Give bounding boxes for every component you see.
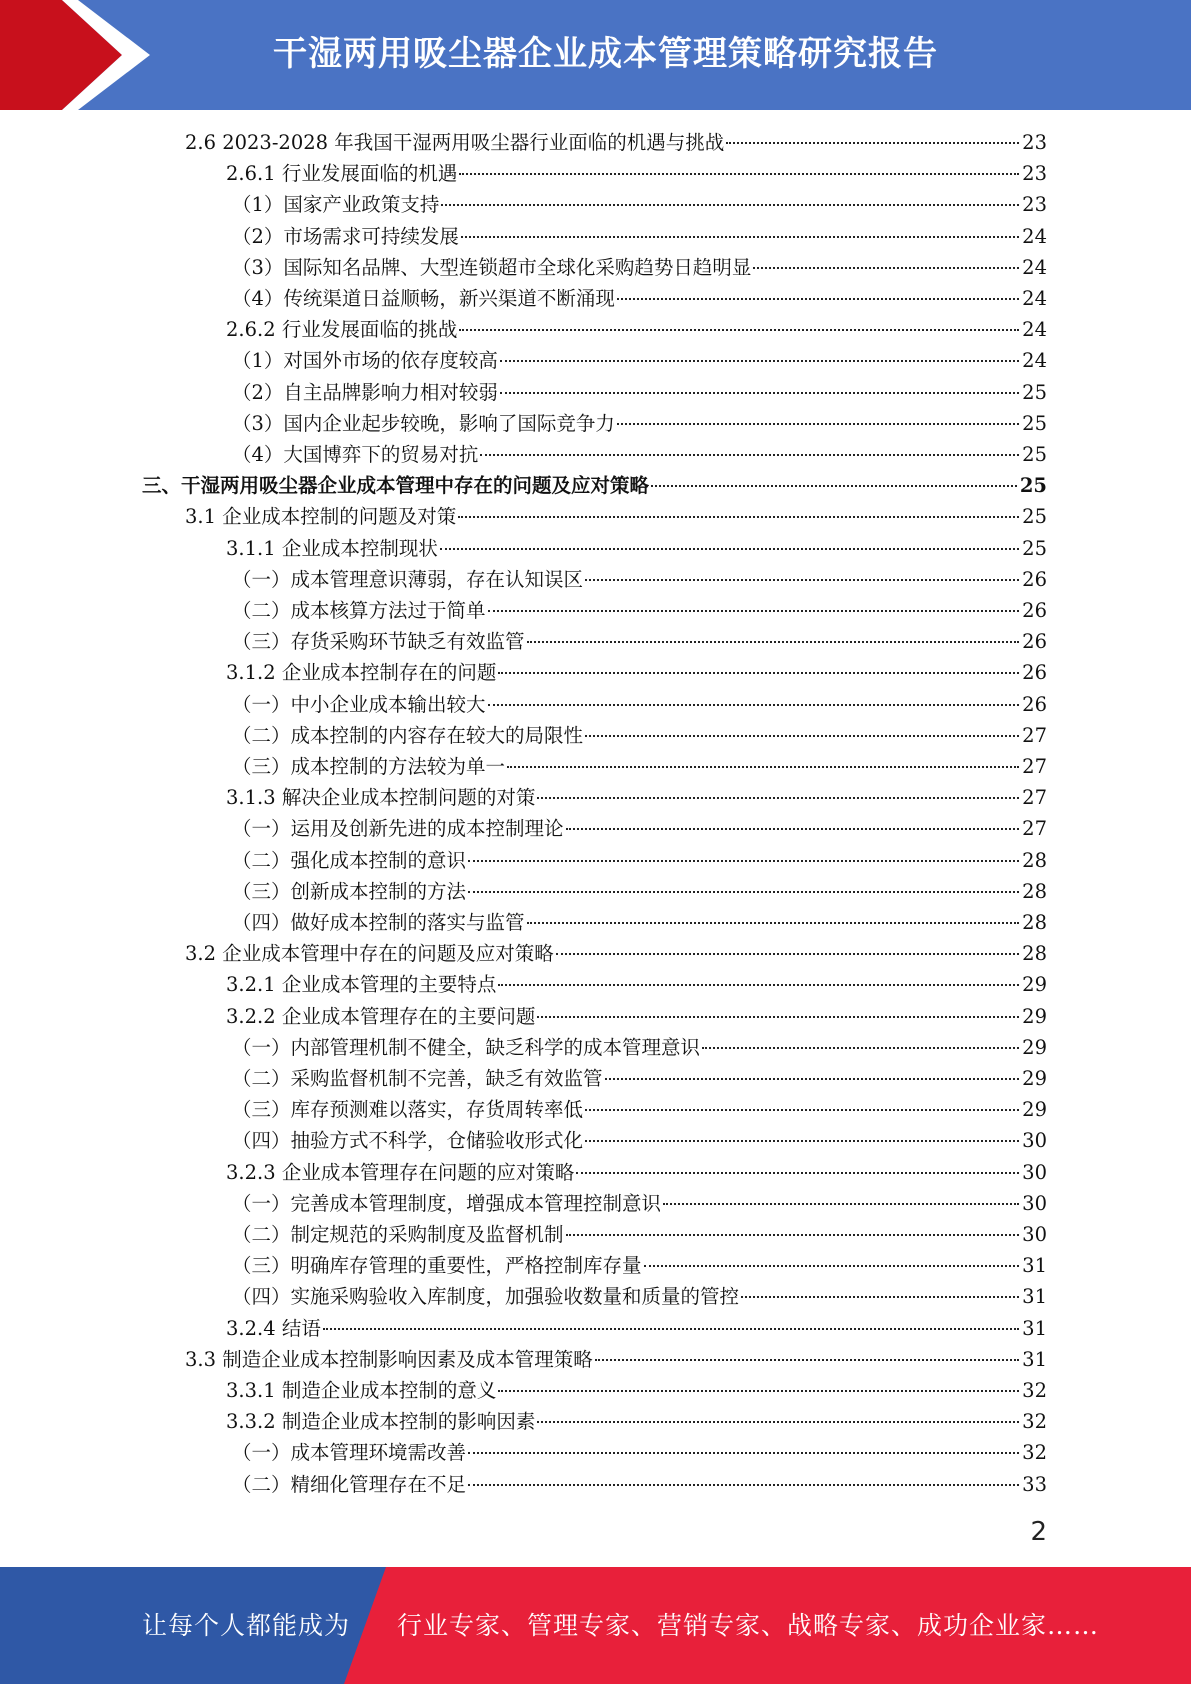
toc-entry-page: 31 (1022, 1347, 1047, 1371)
toc-entry[interactable] (232, 1250, 1047, 1281)
toc-entry-title: （2）自主品牌影响力相对较弱 (232, 380, 498, 404)
toc-entry-title: 3.2 企业成本管理中存在的问题及应对策略 (185, 942, 554, 966)
toc-entry-page: 26 (1022, 630, 1047, 654)
toc-dot-leader (566, 1234, 1020, 1236)
toc-entry-title: 3.3 制造企业成本控制影响因素及成本管理策略 (185, 1347, 593, 1371)
toc-entry-page: 29 (1022, 1067, 1047, 1090)
toc-entry-page: 25 (1022, 411, 1047, 435)
toc-entry[interactable] (232, 252, 1047, 283)
toc-entry-title: （四）抽验方式不科学，仓储验收形式化 (232, 1129, 584, 1153)
toc-dot-leader (585, 1109, 1019, 1111)
toc-entry[interactable] (226, 657, 1047, 688)
toc-dot-leader (605, 1078, 1020, 1080)
toc-entry[interactable] (232, 720, 1047, 751)
toc-entry-page: 31 (1022, 1285, 1047, 1309)
toc-dot-leader (566, 828, 1020, 830)
toc-entry-page: 26 (1022, 692, 1047, 716)
toc-entry-page: 24 (1022, 224, 1047, 248)
toc-entry-title: （3）国内企业起步较晚，影响了国际竞争力 (232, 411, 615, 435)
toc-entry[interactable] (226, 533, 1047, 564)
toc-entry[interactable] (232, 1188, 1047, 1219)
toc-entry[interactable] (142, 470, 1047, 501)
toc-dot-leader (500, 360, 1019, 362)
toc-entry-page: 24 (1022, 255, 1047, 279)
toc-dot-leader (458, 516, 1019, 518)
toc-entry[interactable] (232, 595, 1047, 626)
toc-entry-title: 三、干湿两用吸尘器企业成本管理中存在的问题及应对策略 (142, 474, 650, 498)
toc-entry[interactable] (232, 408, 1047, 439)
toc-entry-title: 2.6.1 行业发展面临的机遇 (226, 162, 458, 186)
toc-entry[interactable] (232, 564, 1047, 595)
toc-entry-page: 30 (1022, 1129, 1047, 1153)
footer-slogan-right: 行业专家、管理专家、营销专家、战略专家、成功企业家…… (397, 1611, 1100, 1640)
toc-entry-page: 27 (1022, 786, 1047, 810)
toc-entry-page: 29 (1022, 1035, 1047, 1059)
toc-entry-page: 25 (1022, 443, 1047, 466)
toc-entry-page: 27 (1022, 755, 1047, 778)
toc-dot-leader (537, 1421, 1019, 1423)
toc-entry-page: 24 (1022, 349, 1047, 373)
toc-entry-title: 3.2.1 企业成本管理的主要特点 (226, 973, 497, 997)
toc-dot-leader (617, 298, 1019, 300)
toc-entry-title: 3.1 企业成本控制的问题及对策 (185, 505, 457, 529)
page-footer (0, 1567, 1191, 1684)
toc-dot-leader (459, 329, 1019, 331)
toc-entry[interactable] (226, 1406, 1047, 1437)
toc-entry-title: （二）采购监督机制不完善，缺乏有效监管 (232, 1067, 603, 1090)
toc-entry-page: 29 (1022, 1004, 1047, 1028)
toc-entry-title: （三）存货采购环节缺乏有效监管 (232, 630, 525, 654)
toc-dot-leader (459, 173, 1019, 175)
toc-entry-page: 23 (1022, 193, 1047, 217)
toc-entry[interactable] (232, 876, 1047, 907)
toc-entry-page: 25 (1019, 474, 1047, 498)
toc-entry-title: （二）强化成本控制的意识 (232, 848, 467, 872)
toc-entry-title: 3.1.3 解决企业成本控制问题的对策 (226, 786, 536, 810)
toc-dot-leader (527, 922, 1020, 924)
toc-entry-page: 27 (1022, 723, 1047, 747)
toc-entry-page: 25 (1022, 380, 1047, 404)
toc-entry-title: （二）制定规范的采购制度及监督机制 (232, 1223, 564, 1246)
toc-entry[interactable] (232, 283, 1047, 314)
toc-entry[interactable] (232, 907, 1047, 938)
page-number: 2 (1030, 1517, 1047, 1547)
toc-entry[interactable] (226, 1157, 1047, 1188)
toc-entry-page: 28 (1022, 848, 1047, 872)
toc-entry-title: 3.2.3 企业成本管理存在问题的应对策略 (226, 1160, 575, 1184)
toc-entry-title: （1）国家产业政策支持 (232, 193, 440, 217)
toc-dot-leader (585, 735, 1019, 737)
toc-dot-leader (595, 1359, 1019, 1361)
toc-dot-leader (468, 891, 1019, 893)
toc-entry-title: （2）市场需求可持续发展 (232, 224, 459, 248)
toc-entry-page: 29 (1022, 973, 1047, 997)
toc-dot-leader (500, 392, 1019, 394)
toc-entry-title: （三）成本控制的方法较为单一 (232, 755, 506, 778)
toc-entry-title: （4）传统渠道日益顺畅，新兴渠道不断涌现 (232, 287, 615, 310)
toc-entry[interactable] (185, 1344, 1047, 1375)
toc-entry-title: （一）成本管理环境需改善 (232, 1441, 467, 1465)
toc-entry-page: 25 (1022, 536, 1047, 560)
toc-entry-page: 31 (1022, 1254, 1047, 1278)
toc-entry[interactable] (226, 969, 1047, 1000)
toc-entry-title: 3.2.4 结语 (226, 1316, 321, 1340)
toc-entry[interactable] (185, 501, 1047, 532)
toc-dot-leader (702, 1047, 1019, 1049)
toc-dot-leader (576, 1172, 1019, 1174)
toc-entry[interactable] (232, 439, 1047, 470)
toc-entry-title: 2.6.2 行业发展面临的挑战 (226, 318, 458, 342)
toc-entry[interactable] (226, 1313, 1047, 1344)
toc-dot-leader (488, 704, 1020, 706)
toc-entry[interactable] (232, 845, 1047, 876)
toc-entry-title: （四）实施采购验收入库制度，加强验收数量和质量的管控 (232, 1285, 740, 1309)
toc-entry[interactable] (185, 938, 1047, 969)
toc-dot-leader (556, 953, 1019, 955)
toc-dot-leader (323, 1328, 1019, 1330)
toc-dot-leader (644, 1265, 1020, 1267)
toc-entry[interactable] (232, 221, 1047, 252)
toc-entry-page: 30 (1022, 1191, 1047, 1215)
toc-entry[interactable] (232, 1219, 1047, 1250)
toc-dot-leader (537, 797, 1019, 799)
toc-entry-title: 3.3.2 制造企业成本控制的影响因素 (226, 1410, 536, 1434)
toc-entry[interactable] (226, 1375, 1047, 1406)
toc-entry[interactable] (232, 626, 1047, 657)
toc-entry-title: （三）库存预测难以落实，存货周转率低 (232, 1098, 584, 1122)
toc-entry-title: 2.6 2023-2028 年我国干湿两用吸尘器行业面临的机遇与挑战 (185, 131, 725, 154)
toc-entry-title: （1）对国外市场的依存度较高 (232, 349, 498, 373)
toc-dot-leader (498, 1390, 1019, 1392)
toc-entry-page: 26 (1022, 567, 1047, 591)
footer-slogan-left: 让每个人都能成为 (142, 1611, 351, 1640)
toc-entry-page: 24 (1022, 318, 1047, 342)
toc-entry-page: 29 (1022, 1098, 1047, 1122)
toc-entry-title: （一）完善成本管理制度，增强成本管理控制意识 (232, 1191, 662, 1215)
toc-entry[interactable] (232, 1063, 1047, 1094)
toc-entry-title: 3.1.1 企业成本控制现状 (226, 536, 438, 560)
toc-dot-leader (617, 423, 1019, 425)
toc-dot-leader (488, 610, 1020, 612)
toc-dot-leader (753, 267, 1019, 269)
toc-entry-page: 24 (1022, 287, 1047, 310)
toc-dot-leader (527, 641, 1020, 643)
toc-entry-page: 28 (1022, 942, 1047, 966)
toc-entry-page: 33 (1022, 1472, 1047, 1496)
toc-entry[interactable] (185, 127, 1047, 158)
toc-entry-title: （一）成本管理意识薄弱，存在认知误区 (232, 567, 584, 591)
toc-entry-page: 32 (1022, 1379, 1047, 1402)
toc-entry[interactable] (226, 1001, 1047, 1032)
toc-dot-leader (585, 579, 1019, 581)
toc-dot-leader (537, 1016, 1019, 1018)
toc-entry[interactable] (226, 782, 1047, 813)
toc-dot-leader (498, 984, 1019, 986)
toc-entry-title: 3.1.2 企业成本控制存在的问题 (226, 661, 497, 685)
toc-entry-page: 32 (1022, 1441, 1047, 1465)
toc-entry[interactable] (232, 1125, 1047, 1156)
toc-entry-page: 30 (1022, 1160, 1047, 1184)
toc-entry-title: （三）明确库存管理的重要性，严格控制库存量 (232, 1254, 642, 1278)
toc-dot-leader (468, 1484, 1019, 1486)
toc-entry[interactable] (232, 1469, 1047, 1500)
report-title: 干湿两用吸尘器企业成本管理策略研究报告 (273, 34, 938, 74)
toc-entry-page: 25 (1022, 505, 1047, 529)
toc-dot-leader (507, 766, 1019, 768)
toc-entry-title: （一）中小企业成本输出较大 (232, 692, 486, 716)
toc-dot-leader (441, 204, 1019, 206)
toc-entry-title: 3.2.2 企业成本管理存在的主要问题 (226, 1004, 536, 1028)
toc-entry-page: 28 (1022, 879, 1047, 903)
toc-entry[interactable] (232, 751, 1047, 782)
toc-dot-leader (651, 485, 1017, 487)
toc-entry-title: （3）国际知名品牌、大型连锁超市全球化采购趋势日趋明显 (232, 255, 752, 279)
toc-entry-page: 23 (1022, 162, 1047, 186)
toc-entry-title: 3.3.1 制造企业成本控制的意义 (226, 1379, 497, 1402)
toc-entry[interactable] (232, 189, 1047, 220)
toc-entry-page: 26 (1022, 599, 1047, 622)
toc-dot-leader (585, 1140, 1019, 1142)
toc-entry[interactable] (232, 1094, 1047, 1125)
toc-entry[interactable] (232, 377, 1047, 408)
toc-entry[interactable] (232, 1281, 1047, 1312)
toc-entry[interactable] (232, 689, 1047, 720)
toc-entry-page: 32 (1022, 1410, 1047, 1434)
toc-entry-title: （一）运用及创新先进的成本控制理论 (232, 817, 564, 841)
toc-entry-title: （4）大国博弈下的贸易对抗 (232, 443, 479, 466)
toc-entry-title: （二）成本控制的内容存在较大的局限性 (232, 723, 584, 747)
toc-entry-title: （二）成本核算方法过于简单 (232, 599, 486, 622)
toc-dot-leader (741, 1296, 1019, 1298)
toc-entry-page: 23 (1022, 131, 1047, 154)
toc-entry[interactable] (232, 1032, 1047, 1063)
toc-dot-leader (663, 1203, 1019, 1205)
toc-entry-page: 28 (1022, 911, 1047, 934)
toc-dot-leader (480, 454, 1019, 456)
page-header (0, 0, 1191, 110)
toc-entry-title: （三）创新成本控制的方法 (232, 879, 467, 903)
toc-dot-leader (498, 672, 1019, 674)
toc-entry[interactable] (232, 345, 1047, 376)
toc-entry-page: 27 (1022, 817, 1047, 841)
toc-entry-page: 30 (1022, 1223, 1047, 1246)
toc-dot-leader (468, 860, 1019, 862)
toc-dot-leader (468, 1452, 1019, 1454)
toc-entry[interactable] (232, 1437, 1047, 1468)
toc-entry-title: （四）做好成本控制的落实与监管 (232, 911, 525, 934)
toc-entry-title: （二）精细化管理存在不足 (232, 1472, 467, 1496)
toc-entry-page: 31 (1022, 1316, 1047, 1340)
toc-entry[interactable] (232, 813, 1047, 844)
toc-dot-leader (461, 236, 1019, 238)
toc-entry-title: （一）内部管理机制不健全，缺乏科学的成本管理意识 (232, 1035, 701, 1059)
toc-entry[interactable] (226, 158, 1047, 189)
toc-dot-leader (726, 142, 1019, 144)
toc-entry[interactable] (226, 314, 1047, 345)
toc-dot-leader (440, 548, 1019, 550)
toc-entry-page: 26 (1022, 661, 1047, 685)
